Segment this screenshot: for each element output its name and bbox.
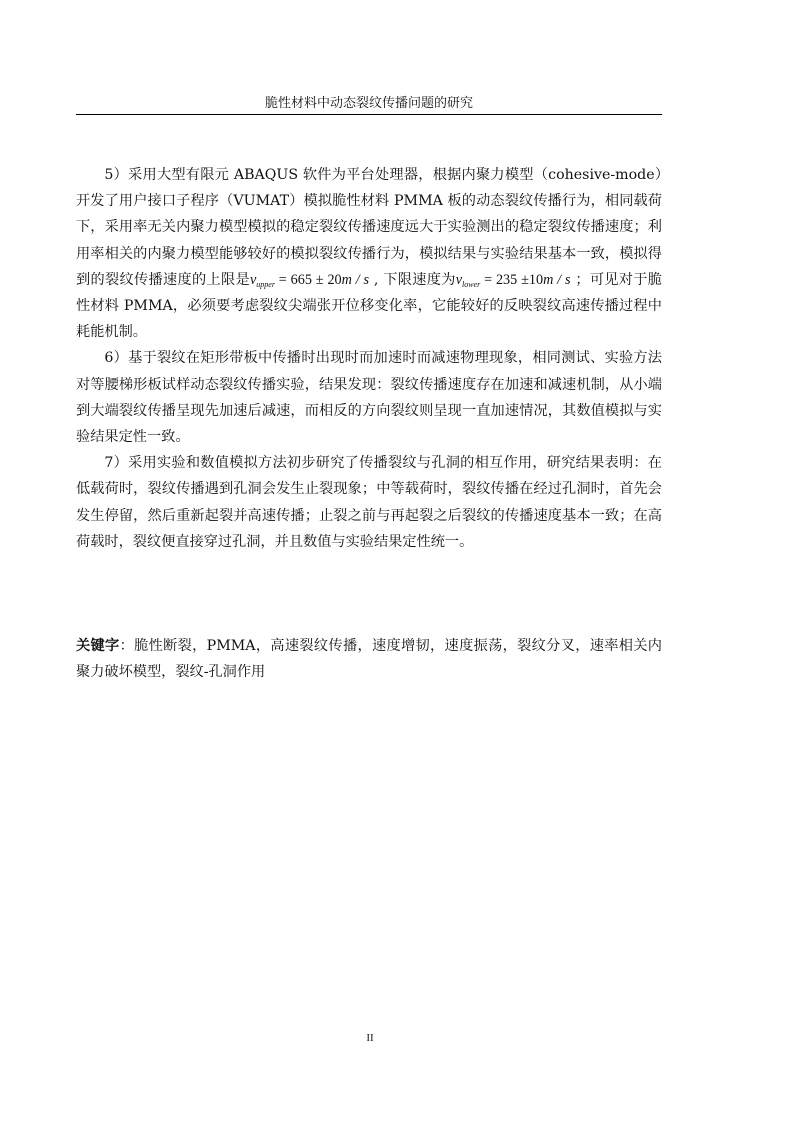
lower-speed-unit: m / s: [543, 271, 571, 288]
keywords-label: 关键字: [76, 638, 120, 654]
upper-speed-value: = 665 ± 20: [274, 271, 342, 288]
lower-speed-formula: [456, 272, 571, 288]
keywords: [76, 633, 662, 685]
abstract-body: [76, 162, 662, 555]
lower-speed-subscript: lower: [462, 279, 481, 289]
lower-speed-value: = 235 ±10: [480, 271, 544, 288]
paragraph-5-text-before: 5）采用大型有限元 ABAQUS 软件为平台处理器，根据内聚力模型（cohesive-mode）开发了用户接口子程序（VUMAT）模拟脆性材料 PMMA 板的动态裂纹传播行为，相同载荷下，采用率无关内聚力模型模拟的稳定裂纹传播速度远大于实验测出的稳定裂纹传播速度；利用率相关的内聚力模型能够较好的模拟裂纹传播行为，模拟结果与实验结果基本一致，模拟得到的裂纹传播速度的上限是: [76, 167, 662, 288]
keywords-text: ：脆性断裂，PMMA，高速裂纹传播，速度增韧，速度振荡，裂纹分叉，速率相关内聚力破坏模型，裂纹-孔洞作用: [76, 638, 662, 681]
header-rule: [76, 114, 662, 115]
upper-speed-formula: [250, 272, 369, 288]
page-number: II: [366, 1032, 374, 1044]
paragraph-7: 7）采用实验和数值模拟方法初步研究了传播裂纹与孔洞的相互作用，研究结果表明：在低载荷时，裂纹传播遇到孔洞会发生止裂现象；中等载荷时，裂纹传播在经过孔洞时，首先会发生停留，然后重新起裂并高速传播；止裂之前与再起裂之后裂纹的传播速度基本一致；在高荷载时，裂纹便直接穿过孔洞，并且数值与实验结果定性统一。: [76, 455, 662, 550]
paragraph-5-text-after: ；可见对于脆性材料 PMMA，必须要考虑裂纹尖端张开位移变化率，它能较好的反映裂纹高速传播过程中耗能机制。: [76, 271, 662, 341]
paragraph-5-text-middle: , 下限速度为: [369, 271, 456, 288]
running-header: 脆性材料中动态裂纹传播问题的研究: [264, 96, 473, 111]
paragraph-6: 6）基于裂纹在矩形带板中传播时出现时而加速时而减速物理现象，相同测试、实验方法对等腰梯形板试样动态裂纹传播实验，结果发现：裂纹传播速度存在加速和减速机制，从小端到大端裂纹传播呈现先加速后减速，而相反的方向裂纹则呈现一直加速情况，其数值模拟与实验结果定性一致。: [76, 350, 662, 446]
upper-speed-unit: m / s: [341, 271, 370, 288]
paragraph-5: [76, 162, 662, 345]
upper-speed-symbol: v: [249, 271, 257, 288]
lower-speed-symbol: v: [455, 271, 463, 288]
upper-speed-subscript: upper: [256, 279, 275, 289]
